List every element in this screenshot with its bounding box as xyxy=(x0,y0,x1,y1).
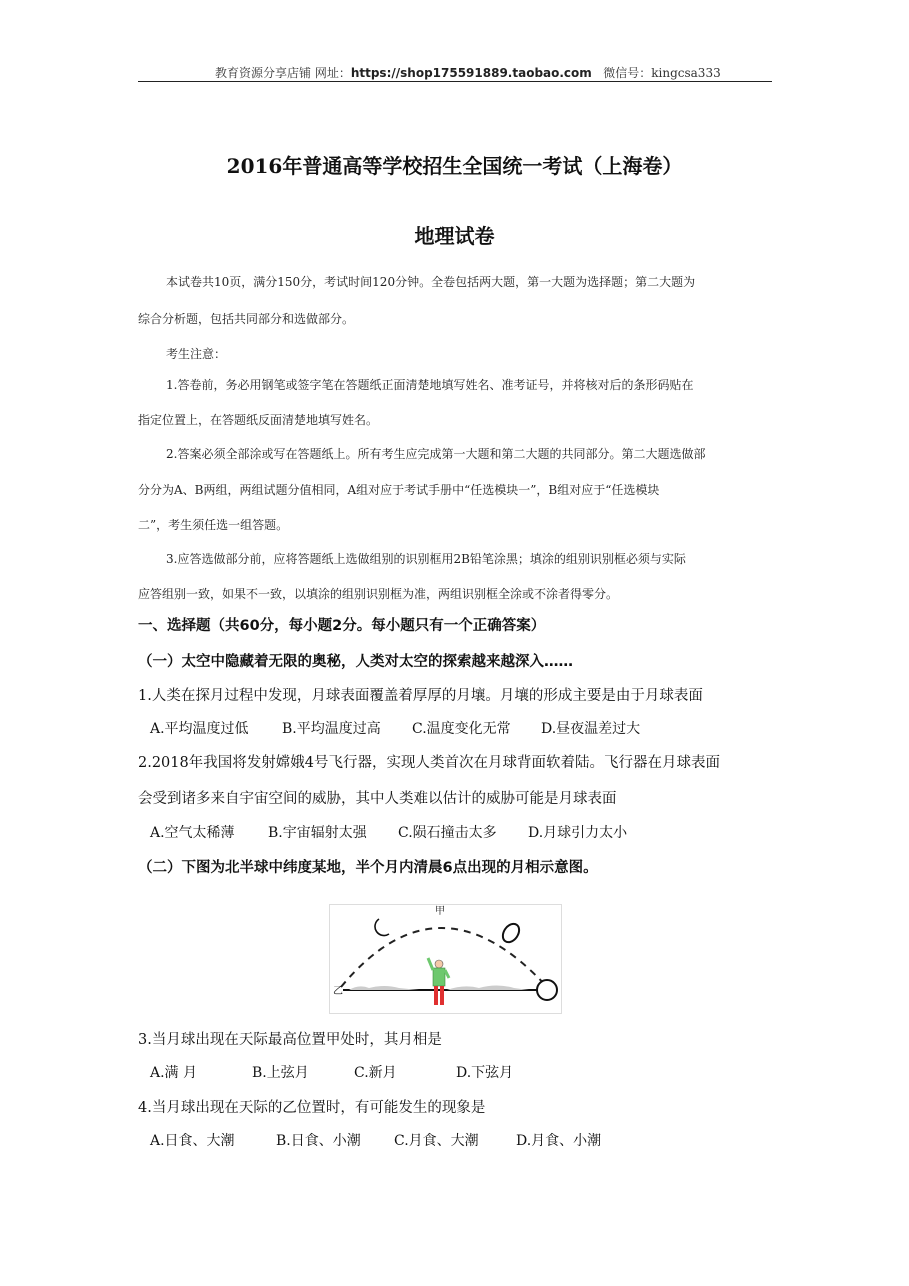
option-b[interactable]: B.宇宙辐射太强 xyxy=(268,825,367,841)
label-jia: 甲 xyxy=(435,906,445,917)
notice-1-line-2: 指定位置上，在答题纸反面清楚地填写姓名。 xyxy=(138,413,379,427)
moon-phase-figure xyxy=(329,904,562,1014)
notice-2-line-2: 分分为A、B两组，两组试题分值相同，A组对应于考试手册中“任选模块一”，B组对应于“任选模块 xyxy=(138,483,660,497)
question-3-options xyxy=(150,1062,513,1082)
option-b[interactable]: B.平均温度过高 xyxy=(282,721,381,737)
header-rule xyxy=(138,81,772,82)
label-yi: 乙 xyxy=(333,986,343,997)
option-a[interactable]: A.空气太稀薄 xyxy=(150,825,235,841)
option-c[interactable]: C.新月 xyxy=(354,1065,397,1081)
option-a[interactable]: A.日食、大潮 xyxy=(150,1133,235,1149)
notice-2-line-1: 2.答案必须全部涂或写在答题纸上。所有考生应完成第一大题和第二大题的共同部分。第二大题选做部 xyxy=(166,447,706,461)
option-c[interactable]: C.陨石撞击太多 xyxy=(398,825,497,841)
question-4-stem: 4.当月球出现在天际的乙位置时，有可能发生的现象是 xyxy=(138,1100,486,1116)
question-4-options xyxy=(150,1130,601,1150)
question-2-options xyxy=(150,822,627,842)
exam-title: 2016年普通高等学校招生全国统一考试（上海卷） xyxy=(226,154,683,178)
intro-line-2: 综合分析题，包括共同部分和选做部分。 xyxy=(138,312,355,326)
option-d[interactable]: D.月球引力太小 xyxy=(528,825,628,841)
question-1-stem: 1.人类在探月过程中发现，月球表面覆盖着厚厚的月壤。月壤的形成主要是由于月球表面 xyxy=(138,688,703,704)
section-1-heading: 一、选择题（共60分，每小题2分。每小题只有一个正确答案） xyxy=(138,618,546,634)
option-b[interactable]: B.上弦月 xyxy=(252,1065,309,1081)
option-d[interactable]: D.下弦月 xyxy=(456,1065,514,1081)
full-moon-icon xyxy=(537,980,557,1000)
group-1-heading: （一）太空中隐藏着无限的奥秘，人类对太空的探索越来越深入…… xyxy=(138,654,573,670)
question-3-stem: 3.当月球出现在天际最高位置甲处时，其月相是 xyxy=(138,1032,442,1048)
shop-name: 教育资源分享店铺 网址： xyxy=(215,66,351,80)
group-2-heading: （二）下图为北半球中纬度某地，半个月内清晨6点出现的月相示意图。 xyxy=(138,860,598,876)
option-c[interactable]: C.温度变化无常 xyxy=(412,721,511,737)
page-header xyxy=(215,64,721,81)
option-d[interactable]: D.昼夜温差过大 xyxy=(541,721,641,737)
exam-subtitle: 地理试卷 xyxy=(414,224,495,248)
option-a[interactable]: A.满 月 xyxy=(150,1065,198,1081)
notice-title: 考生注意： xyxy=(166,347,227,361)
wechat-id: 微信号：kingcsa333 xyxy=(603,66,721,80)
option-c[interactable]: C.月食、大潮 xyxy=(394,1133,479,1149)
option-a[interactable]: A.平均温度过低 xyxy=(150,721,249,737)
question-2-stem-line-2: 会受到诸多来自宇宙空间的威胁，其中人类难以估计的威胁可能是月球表面 xyxy=(138,791,617,807)
question-1-options xyxy=(150,718,640,738)
question-2-stem-line-1: 2.2018年我国将发射嫦娥4号飞行器，实现人类首次在月球背面软着陆。飞行器在月球表面 xyxy=(138,755,720,771)
notice-3-line-1: 3.应答选做部分前，应将答题纸上选做组别的识别框用2B铅笔涂黑；填涂的组别识别框必须与实际 xyxy=(166,552,686,566)
option-b[interactable]: B.日食、小潮 xyxy=(276,1133,361,1149)
figure-frame xyxy=(330,905,562,1014)
notice-2-line-3: 二”，考生须任选一组答题。 xyxy=(138,518,289,532)
option-d[interactable]: D.月食、小潮 xyxy=(516,1133,602,1149)
intro-line-1: 本试卷共10页，满分150分，考试时间120分钟。全卷包括两大题，第一大题为选择题；第二大题为 xyxy=(166,275,696,289)
shop-url[interactable]: https://shop175591889.taobao.com xyxy=(350,66,592,80)
moon-phase-diagram xyxy=(329,904,562,1014)
notice-1-line-1: 1.答卷前，务必用钢笔或签字笔在答题纸正面清楚地填写姓名、准考证号，并将核对后的条形码贴在 xyxy=(166,378,694,392)
notice-3-line-2: 应答组别一致，如果不一致，以填涂的组别识别框为准，两组识别框全涂或不涂者得零分。 xyxy=(138,587,619,601)
